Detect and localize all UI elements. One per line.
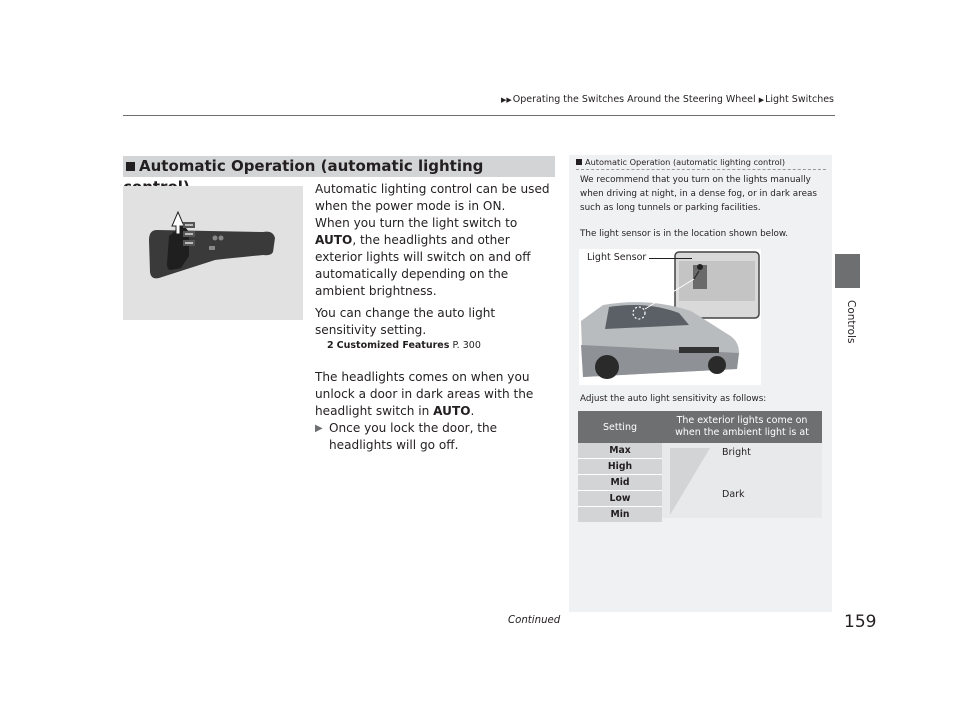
light-switch-stalk-illustration [123,186,303,320]
sensitivity-table [578,411,822,518]
table-header-setting: Setting [602,421,637,433]
cross-reference-page: P. 300 [452,340,481,351]
page-number: 159 [844,612,877,632]
setting-column [578,443,662,522]
chapter-tab-label: Controls [845,300,857,344]
callout-line [649,258,692,259]
table-header-row [578,411,822,443]
sidebar-paragraph: The light sensor is in the location shown below. [580,229,789,239]
continued-label: Continued [508,615,561,626]
bullet-note: ▶ Once you lock the door, the headlights will go off. [315,421,498,452]
reference-arrow-icon: 2 [327,340,334,351]
table-body [578,443,822,518]
triangle-icon: ▶ [758,96,765,104]
section-heading [123,156,555,177]
photo-callout-label: Light Sensor [587,252,647,263]
bold-term: AUTO [433,404,471,418]
paragraph: When you turn the light switch to AUTO, the headlights and other exterior lights will switch on and off automatically depending on the ambient brightness. [315,216,531,298]
bold-term: AUTO [315,233,353,247]
double-triangle-icon: ▶▶ [501,96,512,104]
sidebar-title: Automatic Operation (automatic lighting control) [576,157,785,167]
paragraph: Automatic lighting control can be used when the power mode is in ON. [315,182,550,213]
table-row: Max [578,443,662,458]
table-row: Low [578,490,662,506]
brightness-scale-cell [662,443,822,518]
sidebar-divider [576,169,826,170]
header-rule [123,115,835,116]
note-marker-icon [576,159,582,165]
square-bullet-icon [126,162,135,171]
section-title: Automatic Operation (automatic lighting [139,157,484,175]
light-sensor-photo [579,249,761,385]
table-row: Min [578,506,662,522]
table-row: Mid [578,474,662,490]
light-switch-figure [123,186,303,320]
breadcrumb-item[interactable]: Operating the Switches Around the Steering Wheel [512,94,756,105]
cross-reference-label: Customized Features [336,340,450,351]
sidebar-paragraph: We recommend that you turn on the lights manually when driving at night, in a dense fog, or in dark areas such as long tunnels or parking facilities. [580,175,817,213]
table-row: High [578,458,662,474]
triangle-bullet-icon: ▶ [315,423,323,434]
sidebar-paragraph: Adjust the auto light sensitivity as follows: [580,394,767,404]
chapter-tab-marker [835,254,860,288]
chapter-tab[interactable] [845,300,859,360]
cross-reference[interactable] [327,337,567,354]
breadcrumb-item[interactable]: Light Switches [765,94,835,105]
scale-top-label: Bright [722,447,751,458]
paragraph: The headlights comes on when you unlock a door in dark areas with the headlight switch in AUTO. [315,370,534,418]
breadcrumb [501,94,834,105]
paragraph: You can change the auto light sensitivity setting. [315,306,496,337]
table-header-condition: The exterior lights come on when the ambient light is at [675,415,809,438]
scale-bottom-label: Dark [722,489,745,500]
car-illustration [579,249,761,385]
